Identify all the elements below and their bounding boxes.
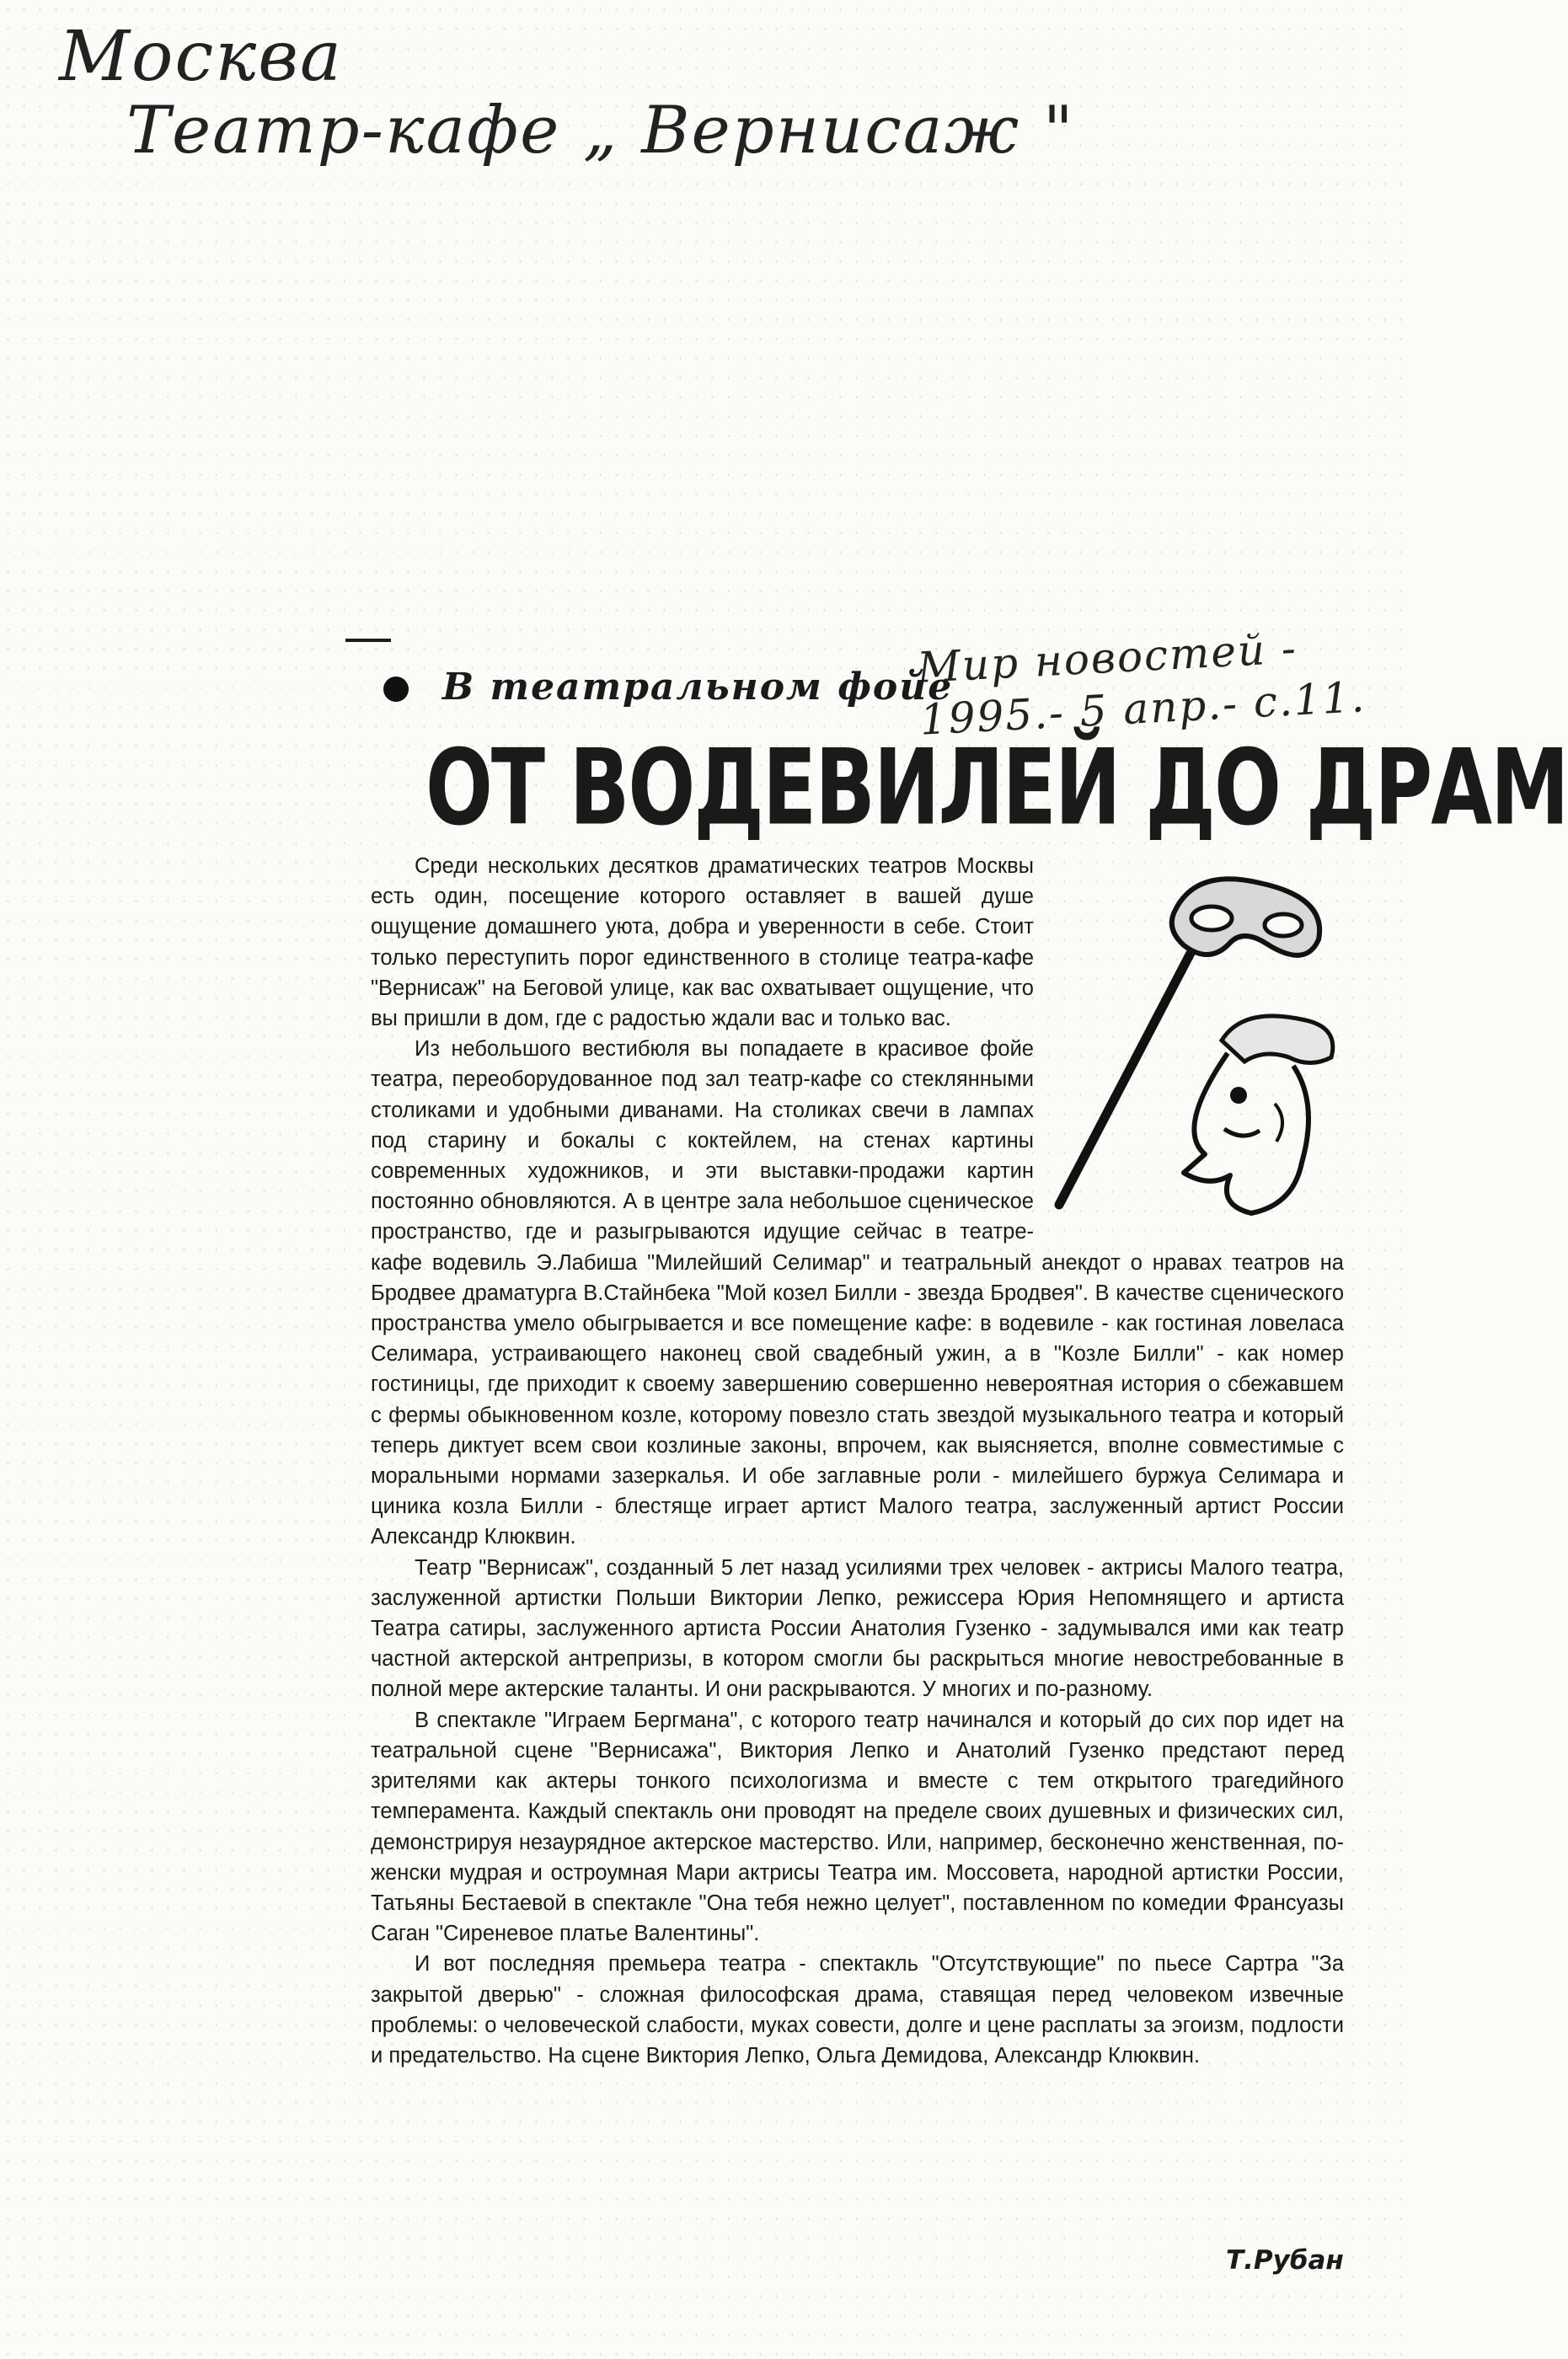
paragraph-4: В спектакле "Играем Бергмана", с которого театр начинался и который до сих пор идет на театральной сцене "Вернисажа", Виктория Лепко и Анатолий Гузенко предстают перед зрителями как актеры тонкого психологизма и вместе с тем открытого трагедийного темперамента. Каждый спектакль они проводят на пределе своих душевных и физических сил, демонстрируя незаурядное актерское мастерство. Или, например, бесконечно женственная, по-женски мудрая и остроумная Мари актрисы Театра им. Моссовета, народной артистки России, Татьяны Бестаевой в спектакле "Она тебя нежно целует", поставленном по комедии Франсуазы Саган "Сиреневое платье Валентины". <box>371 1708 1344 1946</box>
theatre-mask-illustration <box>1049 851 1344 1222</box>
bullet-icon <box>383 677 409 702</box>
headline: ОТ ВОДЕВИЛЕЙ ДО ДРАМ <box>425 728 1568 849</box>
paragraph-3: Театр "Вернисаж", созданный 5 лет назад усилиями трех человек - актрисы Малого театра, заслуженной артистки Польши Виктории Лепко, режиссера Юрия Непомнящего и артиста Театра сатиры, заслуженного артиста России Анатолия Гузенко - задумывался ими как театр частной актерской антрепризы, в котором смогли бы раскрыться многие невостребованные в полной мере актерские таланты. И они раскрываются. У многих и по-разному. <box>371 1555 1344 1702</box>
author-signature: Т.Рубан <box>1226 2245 1344 2276</box>
paragraph-5: И вот последняя премьера театра - спектакль "Отсутствующие" по пьесе Сартра "За закрытой дверью" - сложная философская драма, ставящая перед человеком извечные проблемы: о человеческой слабости, муках совести, долге и цене расплаты за эгоизм, подлости и предательство. На сцене Виктория Лепко, Ольга Демидова, Александр Клюквин. <box>371 1952 1344 2067</box>
mask-and-face-icon <box>1049 851 1344 1222</box>
article-body <box>371 851 1344 2233</box>
handwritten-city: Москва <box>59 17 343 97</box>
handwritten-venue: Театр-кафе „ Вернисаж " <box>126 93 1075 168</box>
rubric-rule <box>345 639 391 642</box>
handwritten-source-line-2: 1995.- 5 апр.- с.11. <box>918 672 1367 745</box>
paragraph-1: Среди нескольких десятков драматических театров Москвы есть один, посещение которого оставляет в вашей душе ощущение домашнего уюта, добра и уверенности в себе. Стоит только переступить порог единственного в столице театра-кафе "Вернисаж" на Беговой улице, как вас охватывает ощущение, что вы пришли в дом, где с радостью ждали вас и только вас. <box>371 854 1034 1031</box>
rubric-label: В театральном фойе <box>442 666 954 709</box>
paragraph-2: Из небольшого вестибюля вы попадаете в красивое фойе театра, переоборудованное под зал театр-кафе со стеклянными столиками и удобными диванами. На столиках свечи в лампах под старину и бокалы с коктейлем, на стенах картины современных художников, и эти выставки-продажи картин постоянно обновляются. А в центре зала небольшое сценическое пространство, где и разыгрываются идущие сейчас в театре-кафе водевиль Э.Лабиша "Милейший Селимар" и театральный анекдот о нравах театров на Бродвее драматурга В.Стайнбека "Мой козел Билли - звезда Бродвея". В качестве сценического пространства умело обыгрывается и все помещение кафе: в водевиле - как гостиная ловеласа Селимара, устраивающего наконец свой свадебный ужин, а в "Козле Билли" - как номер гостиницы, где приходит к своему завершению совершенно невероятная история о сбежавшем с фермы обыкновенном козле, которому повезло стать звездой музыкального театра и который теперь диктует всем свои козлиные законы, впрочем, как выясняется, вполне совместимые с моральными нормами зазеркалья. И обе заглавные роли - милейшего буржуа Селимара и циника козла Билли - блестяще играет артист Малого театра, заслуженный артист России Александр Клюквин. <box>371 1037 1344 1549</box>
handwritten-source-line-1: Мир новостей - <box>916 623 1299 693</box>
